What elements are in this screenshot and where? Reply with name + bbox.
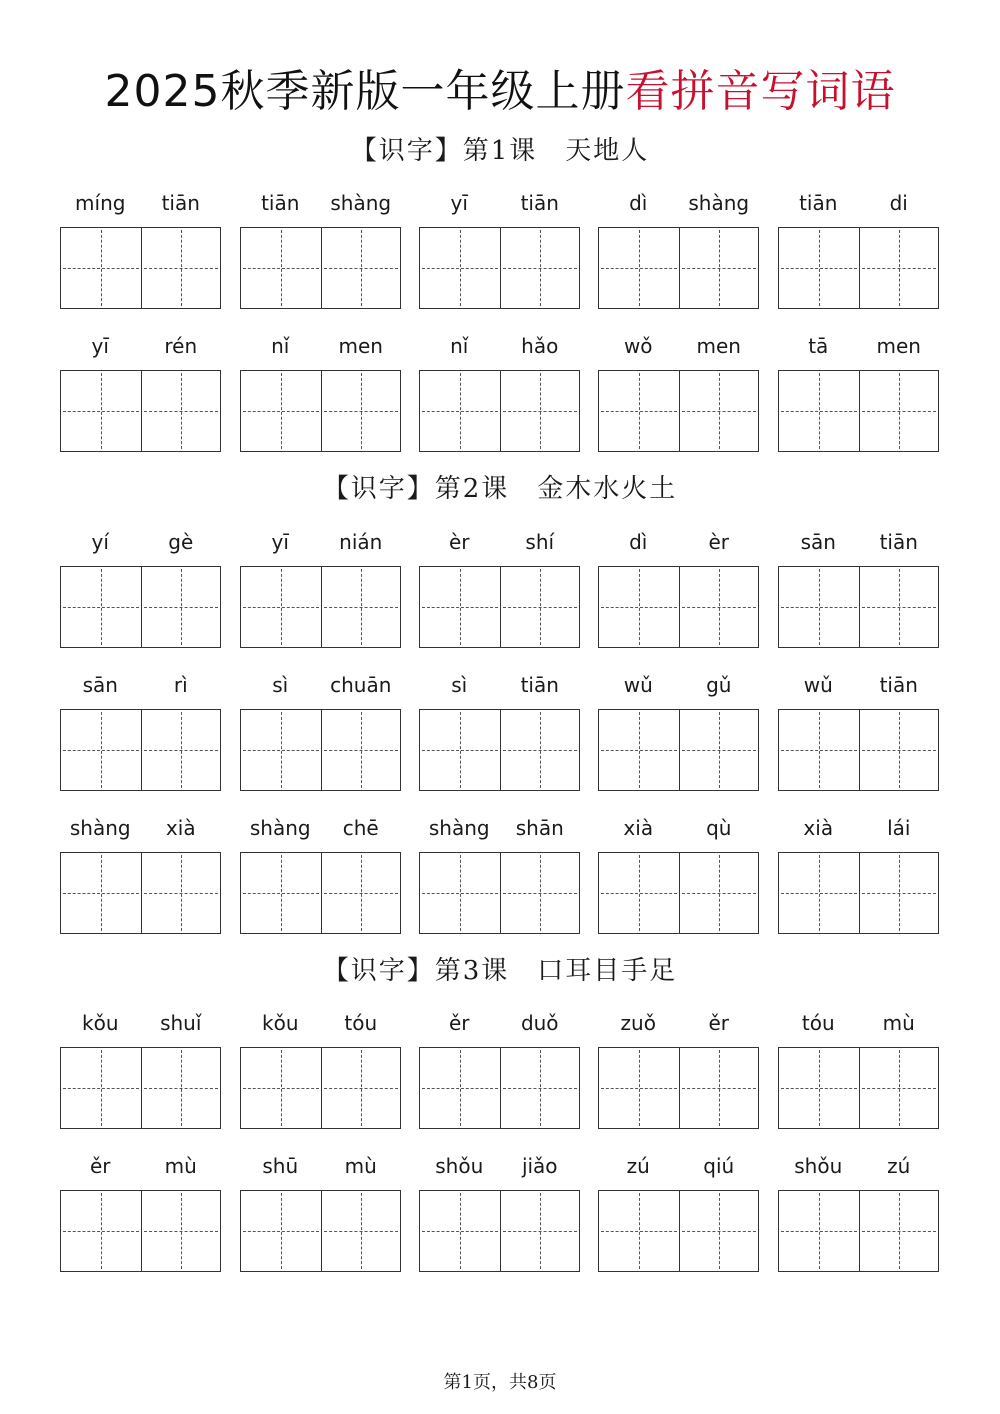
dashed-guide-vertical <box>281 855 282 931</box>
dashed-guide-vertical <box>460 1193 461 1269</box>
dashed-guide-vertical <box>540 1050 541 1126</box>
dashed-guide-vertical <box>819 230 820 306</box>
dashed-guide-vertical <box>460 855 461 931</box>
pinyin-label: nǐ <box>271 334 290 358</box>
tianzige-box <box>598 852 759 934</box>
dashed-guide-vertical <box>281 569 282 645</box>
tianzige-box <box>419 370 580 452</box>
lesson-heading <box>0 134 1000 168</box>
pinyin-label: tóu <box>801 1011 835 1035</box>
dashed-guide-vertical <box>101 855 102 931</box>
character-writing-cell[interactable] <box>141 371 221 451</box>
dashed-guide-vertical <box>460 1050 461 1126</box>
dashed-guide-vertical <box>819 569 820 645</box>
character-writing-cell[interactable] <box>321 567 401 647</box>
tianzige-box <box>240 370 401 452</box>
character-writing-cell[interactable] <box>321 371 401 451</box>
tianzige-box <box>778 227 939 309</box>
character-writing-cell[interactable] <box>500 371 580 451</box>
tianzige-box <box>598 566 759 648</box>
tianzige-box <box>419 1190 580 1272</box>
lesson-tag: 【识字】 <box>322 474 435 504</box>
dashed-guide-vertical <box>181 1050 182 1126</box>
character-writing-cell[interactable] <box>599 1191 679 1271</box>
pinyin-label: dì <box>629 191 648 215</box>
pinyin-label: lái <box>887 816 911 840</box>
character-writing-cell[interactable] <box>241 567 321 647</box>
tianzige-box <box>240 566 401 648</box>
pinyin-label: rén <box>164 334 198 358</box>
character-writing-cell[interactable] <box>321 1048 401 1128</box>
pinyin-label: shàng <box>69 816 131 840</box>
dashed-guide-vertical <box>460 569 461 645</box>
tianzige-box <box>60 1047 221 1129</box>
pinyin-label: zú <box>626 1154 650 1178</box>
pinyin-label: tā <box>808 334 829 358</box>
pinyin-label: kǒu <box>262 1011 299 1035</box>
character-writing-cell[interactable] <box>779 228 859 308</box>
page-indicator: 第1页，共8页 <box>443 1372 557 1393</box>
character-writing-cell[interactable] <box>859 853 939 933</box>
pinyin-label: chuān <box>330 673 392 697</box>
tianzige-box <box>60 1190 221 1272</box>
pinyin-label: tiān <box>799 191 838 215</box>
pinyin-label: gǔ <box>706 673 732 697</box>
character-writing-cell[interactable] <box>241 710 321 790</box>
pinyin-label: dì <box>629 530 648 554</box>
tianzige-box <box>598 1047 759 1129</box>
dashed-guide-vertical <box>540 1193 541 1269</box>
pinyin-label: wǔ <box>803 673 833 697</box>
dashed-guide-vertical <box>719 855 720 931</box>
character-writing-cell[interactable] <box>420 853 500 933</box>
lesson-heading <box>0 472 1000 506</box>
character-writing-cell[interactable] <box>420 710 500 790</box>
character-writing-cell[interactable] <box>141 1191 221 1271</box>
character-writing-cell[interactable] <box>679 1048 759 1128</box>
dashed-guide-vertical <box>181 230 182 306</box>
character-writing-cell[interactable] <box>241 1048 321 1128</box>
character-writing-cell[interactable] <box>420 567 500 647</box>
tianzige-box <box>240 709 401 791</box>
pinyin-label: èr <box>448 530 470 554</box>
character-writing-cell[interactable] <box>420 1191 500 1271</box>
tianzige-box <box>598 227 759 309</box>
character-writing-cell[interactable] <box>779 853 859 933</box>
character-writing-cell[interactable] <box>61 228 141 308</box>
pinyin-label: wǒ <box>623 334 653 358</box>
character-writing-cell[interactable] <box>61 371 141 451</box>
dashed-guide-vertical <box>639 373 640 449</box>
pinyin-label: shàng <box>330 191 392 215</box>
pinyin-label: men <box>338 334 383 358</box>
lesson-tag: 【识字】 <box>350 136 463 166</box>
dashed-guide-vertical <box>281 230 282 306</box>
pinyin-label: shǒu <box>794 1154 843 1178</box>
character-writing-cell[interactable] <box>500 567 580 647</box>
character-writing-cell[interactable] <box>599 371 679 451</box>
tianzige-box <box>778 709 939 791</box>
pinyin-label: yī <box>271 530 289 554</box>
dashed-guide-vertical <box>639 712 640 788</box>
character-writing-cell[interactable] <box>420 228 500 308</box>
character-writing-cell[interactable] <box>420 1048 500 1128</box>
character-writing-cell[interactable] <box>679 228 759 308</box>
tianzige-box <box>778 852 939 934</box>
pinyin-label: tiān <box>879 673 918 697</box>
dashed-guide-vertical <box>281 712 282 788</box>
dashed-guide-vertical <box>899 855 900 931</box>
pinyin-label: nǐ <box>450 334 469 358</box>
lesson-topic: 金木水火土 <box>537 474 678 504</box>
dashed-guide-vertical <box>719 373 720 449</box>
dashed-guide-vertical <box>899 1050 900 1126</box>
tianzige-box <box>60 852 221 934</box>
dashed-guide-vertical <box>281 1193 282 1269</box>
character-writing-cell[interactable] <box>141 853 221 933</box>
dashed-guide-vertical <box>719 1050 720 1126</box>
character-writing-cell[interactable] <box>779 567 859 647</box>
tianzige-box <box>60 227 221 309</box>
dashed-guide-vertical <box>899 373 900 449</box>
dashed-guide-vertical <box>899 569 900 645</box>
dashed-guide-vertical <box>639 1050 640 1126</box>
dashed-guide-vertical <box>639 1193 640 1269</box>
character-writing-cell[interactable] <box>779 1048 859 1128</box>
character-writing-cell[interactable] <box>321 228 401 308</box>
lesson-heading <box>0 954 1000 988</box>
pinyin-label: shàng <box>428 816 490 840</box>
dashed-guide-vertical <box>361 1193 362 1269</box>
character-writing-cell[interactable] <box>599 228 679 308</box>
tianzige-box <box>240 852 401 934</box>
dashed-guide-vertical <box>101 1193 102 1269</box>
dashed-guide-vertical <box>819 712 820 788</box>
pinyin-label: tiān <box>261 191 300 215</box>
character-writing-cell[interactable] <box>599 853 679 933</box>
pinyin-label: men <box>876 334 921 358</box>
pinyin-label: mù <box>344 1154 377 1178</box>
dashed-guide-vertical <box>719 1193 720 1269</box>
tianzige-box <box>240 227 401 309</box>
tianzige-box <box>240 1190 401 1272</box>
pinyin-label: sān <box>82 673 118 697</box>
lesson-tag: 【识字】 <box>322 956 435 986</box>
character-writing-cell[interactable] <box>859 567 939 647</box>
dashed-guide-vertical <box>899 230 900 306</box>
tianzige-box <box>419 227 580 309</box>
dashed-guide-vertical <box>361 230 362 306</box>
lesson-number: 第3课 <box>434 956 510 986</box>
pinyin-label: sì <box>451 673 468 697</box>
pinyin-label: zú <box>887 1154 911 1178</box>
character-writing-cell[interactable] <box>679 710 759 790</box>
pinyin-label: mù <box>882 1011 915 1035</box>
character-writing-cell[interactable] <box>679 371 759 451</box>
pinyin-label: shū <box>262 1154 299 1178</box>
dashed-guide-vertical <box>181 712 182 788</box>
dashed-guide-vertical <box>719 569 720 645</box>
dashed-guide-vertical <box>361 855 362 931</box>
character-writing-cell[interactable] <box>599 710 679 790</box>
dashed-guide-vertical <box>361 569 362 645</box>
character-writing-cell[interactable] <box>679 567 759 647</box>
character-writing-cell[interactable] <box>61 1048 141 1128</box>
character-writing-cell[interactable] <box>859 1048 939 1128</box>
dashed-guide-vertical <box>639 569 640 645</box>
character-writing-cell[interactable] <box>241 371 321 451</box>
title-accent: 看拼音写词语 <box>625 66 896 117</box>
pinyin-label: di <box>889 191 908 215</box>
dashed-guide-vertical <box>181 855 182 931</box>
dashed-guide-vertical <box>819 1050 820 1126</box>
pinyin-label: shí <box>525 530 555 554</box>
pinyin-label: qù <box>706 816 732 840</box>
pinyin-label: qiú <box>703 1154 735 1178</box>
pinyin-label: tiān <box>879 530 918 554</box>
character-writing-cell[interactable] <box>241 228 321 308</box>
character-writing-cell[interactable] <box>679 1191 759 1271</box>
pinyin-label: sān <box>800 530 836 554</box>
character-writing-cell[interactable] <box>61 1191 141 1271</box>
character-writing-cell[interactable] <box>420 371 500 451</box>
character-writing-cell[interactable] <box>141 710 221 790</box>
dashed-guide-vertical <box>819 373 820 449</box>
pinyin-label: xià <box>623 816 654 840</box>
dashed-guide-vertical <box>361 1050 362 1126</box>
tianzige-box <box>598 1190 759 1272</box>
dashed-guide-vertical <box>101 373 102 449</box>
character-writing-cell[interactable] <box>859 228 939 308</box>
lesson-number: 第1课 <box>462 136 538 166</box>
tianzige-box <box>778 566 939 648</box>
title-main: 2025秋季新版一年级上册 <box>104 66 626 117</box>
pinyin-label: yī <box>450 191 468 215</box>
tianzige-box <box>778 1190 939 1272</box>
tianzige-box <box>60 566 221 648</box>
character-writing-cell[interactable] <box>859 710 939 790</box>
character-writing-cell[interactable] <box>500 710 580 790</box>
pinyin-label: chē <box>342 816 379 840</box>
dashed-guide-vertical <box>181 1193 182 1269</box>
dashed-guide-vertical <box>101 712 102 788</box>
tianzige-box <box>60 370 221 452</box>
tianzige-box <box>598 370 759 452</box>
pinyin-label: rì <box>173 673 188 697</box>
dashed-guide-vertical <box>719 230 720 306</box>
dashed-guide-vertical <box>899 712 900 788</box>
tianzige-box <box>60 709 221 791</box>
tianzige-box <box>778 1047 939 1129</box>
character-writing-cell[interactable] <box>321 853 401 933</box>
pinyin-label: sì <box>272 673 289 697</box>
dashed-guide-vertical <box>460 373 461 449</box>
dashed-guide-vertical <box>101 230 102 306</box>
dashed-guide-vertical <box>361 373 362 449</box>
character-writing-cell[interactable] <box>500 228 580 308</box>
character-writing-cell[interactable] <box>141 1048 221 1128</box>
pinyin-label: hǎo <box>521 334 559 358</box>
pinyin-label: jiǎo <box>521 1154 558 1178</box>
dashed-guide-vertical <box>540 712 541 788</box>
dashed-guide-vertical <box>281 373 282 449</box>
pinyin-label: shān <box>515 816 564 840</box>
pinyin-label: wǔ <box>623 673 653 697</box>
pinyin-label: èr <box>708 530 730 554</box>
dashed-guide-vertical <box>540 855 541 931</box>
character-writing-cell[interactable] <box>141 567 221 647</box>
pinyin-label: tiān <box>520 191 559 215</box>
dashed-guide-vertical <box>540 230 541 306</box>
dashed-guide-vertical <box>281 1050 282 1126</box>
character-writing-cell[interactable] <box>779 371 859 451</box>
character-writing-cell[interactable] <box>500 853 580 933</box>
character-writing-cell[interactable] <box>500 1191 580 1271</box>
tianzige-box <box>419 1047 580 1129</box>
pinyin-label: shàng <box>688 191 750 215</box>
character-writing-cell[interactable] <box>599 567 679 647</box>
pinyin-label: ěr <box>89 1154 111 1178</box>
pinyin-label: shuǐ <box>160 1011 202 1035</box>
character-writing-cell[interactable] <box>779 1191 859 1271</box>
dashed-guide-vertical <box>540 569 541 645</box>
dashed-guide-vertical <box>639 230 640 306</box>
lesson-topic: 天地人 <box>565 136 650 166</box>
dashed-guide-vertical <box>361 712 362 788</box>
pinyin-label: mù <box>164 1154 197 1178</box>
pinyin-label: shàng <box>249 816 311 840</box>
pinyin-label: zuǒ <box>620 1011 656 1035</box>
dashed-guide-vertical <box>101 569 102 645</box>
pinyin-label: duǒ <box>520 1011 559 1035</box>
dashed-guide-vertical <box>460 712 461 788</box>
pinyin-label: ěr <box>448 1011 470 1035</box>
character-writing-cell[interactable] <box>599 1048 679 1128</box>
character-writing-cell[interactable] <box>61 710 141 790</box>
character-writing-cell[interactable] <box>241 853 321 933</box>
character-writing-cell[interactable] <box>241 1191 321 1271</box>
character-writing-cell[interactable] <box>859 371 939 451</box>
character-writing-cell[interactable] <box>141 228 221 308</box>
pinyin-label: nián <box>339 530 383 554</box>
pinyin-label: kǒu <box>82 1011 119 1035</box>
dashed-guide-vertical <box>540 373 541 449</box>
dashed-guide-vertical <box>819 1193 820 1269</box>
character-writing-cell[interactable] <box>859 1191 939 1271</box>
pinyin-label: míng <box>75 191 126 215</box>
pinyin-label: xià <box>803 816 834 840</box>
page-title <box>0 62 1000 122</box>
dashed-guide-vertical <box>101 1050 102 1126</box>
pinyin-label: shǒu <box>435 1154 484 1178</box>
tianzige-box <box>240 1047 401 1129</box>
pinyin-label: men <box>696 334 741 358</box>
dashed-guide-vertical <box>639 855 640 931</box>
lesson-number: 第2课 <box>434 474 510 504</box>
pinyin-label: yī <box>91 334 109 358</box>
tianzige-box <box>598 709 759 791</box>
tianzige-box <box>419 709 580 791</box>
pinyin-label: tóu <box>344 1011 378 1035</box>
pinyin-label: tiān <box>520 673 559 697</box>
dashed-guide-vertical <box>181 569 182 645</box>
character-writing-cell[interactable] <box>779 710 859 790</box>
character-writing-cell[interactable] <box>61 853 141 933</box>
dashed-guide-vertical <box>460 230 461 306</box>
character-writing-cell[interactable] <box>321 1191 401 1271</box>
character-writing-cell[interactable] <box>321 710 401 790</box>
dashed-guide-vertical <box>181 373 182 449</box>
pinyin-label: gè <box>168 530 194 554</box>
character-writing-cell[interactable] <box>61 567 141 647</box>
tianzige-box <box>419 566 580 648</box>
character-writing-cell[interactable] <box>679 853 759 933</box>
pinyin-label: ěr <box>708 1011 730 1035</box>
character-writing-cell[interactable] <box>500 1048 580 1128</box>
dashed-guide-vertical <box>719 712 720 788</box>
dashed-guide-vertical <box>899 1193 900 1269</box>
lesson-topic: 口耳目手足 <box>537 956 678 986</box>
tianzige-box <box>419 852 580 934</box>
pinyin-label: yí <box>91 530 109 554</box>
dashed-guide-vertical <box>819 855 820 931</box>
tianzige-box <box>778 370 939 452</box>
pinyin-label: tiān <box>161 191 200 215</box>
pinyin-label: xià <box>165 816 196 840</box>
